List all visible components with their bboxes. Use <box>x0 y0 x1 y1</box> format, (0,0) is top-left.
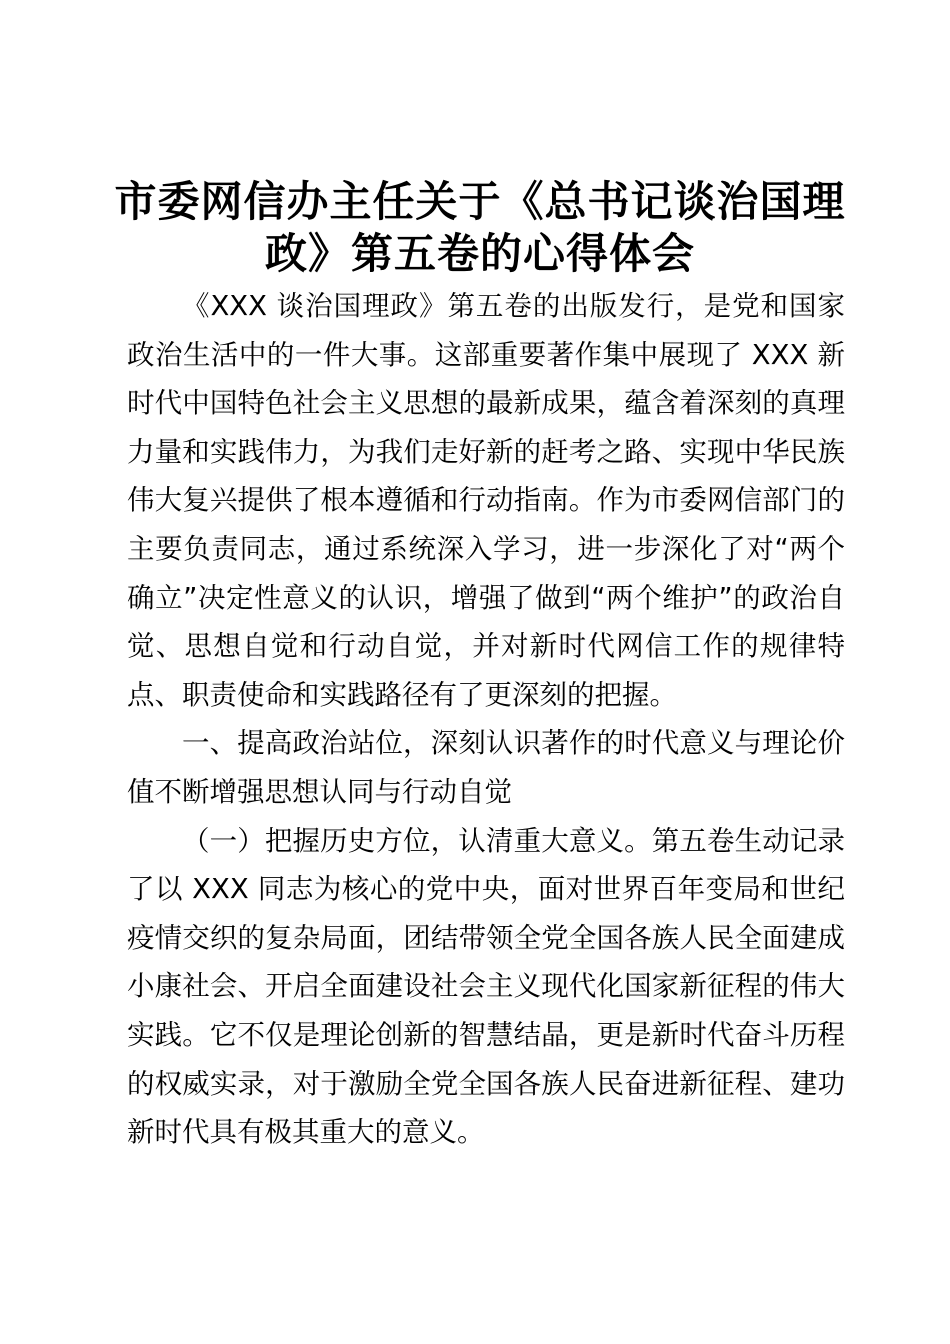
document-body <box>127 282 845 1157</box>
subsection-paragraph-1: （一）把握历史方位，认清重大意义。第五卷生动记录了以 XXX 同志为核心的党中央，面对世界百年变局和世纪疫情交织的复杂局面，团结带领全党全国各族人民全面建成小康社会、开启全面建设社会主义现代化国家新征程的伟大实践。它不仅是理论创新的智慧结晶，更是新时代奋斗历程的权威实录，对于激励全党全国各族人民奋进新征程、建功新时代具有极其重大的意义。 <box>127 824 845 1149</box>
section-heading-1: 一、提高政治站位，深刻认识著作的时代意义与理论价值不断增强思想认同与行动自觉 <box>127 727 845 808</box>
intro-paragraph: 《XXX 谈治国理政》第五卷的出版发行，是党和国家政治生活中的一件大事。这部重要著作集中展现了 XXX 新时代中国特色社会主义思想的最新成果，蕴含着深刻的真理力量和实践伟力，为我们走好新的赶考之路、实现中华民族伟大复兴提供了根本遵循和行动指南。作为市委网信部门的主要负责同志，通过系统深入学习，进一步深化了对“两个确立”决定性意义的认识，增强了做到“两个维护”的政治自觉、思想自觉和行动自觉，并对新时代网信工作的规律特点、职责使命和实践路径有了更深刻的把握。 <box>127 290 845 711</box>
title-line-1: 市委网信办主任关于《总书记谈治国理 <box>114 177 846 226</box>
document-title <box>100 176 860 280</box>
title-line-2: 政》第五卷的心得体会 <box>264 229 695 278</box>
